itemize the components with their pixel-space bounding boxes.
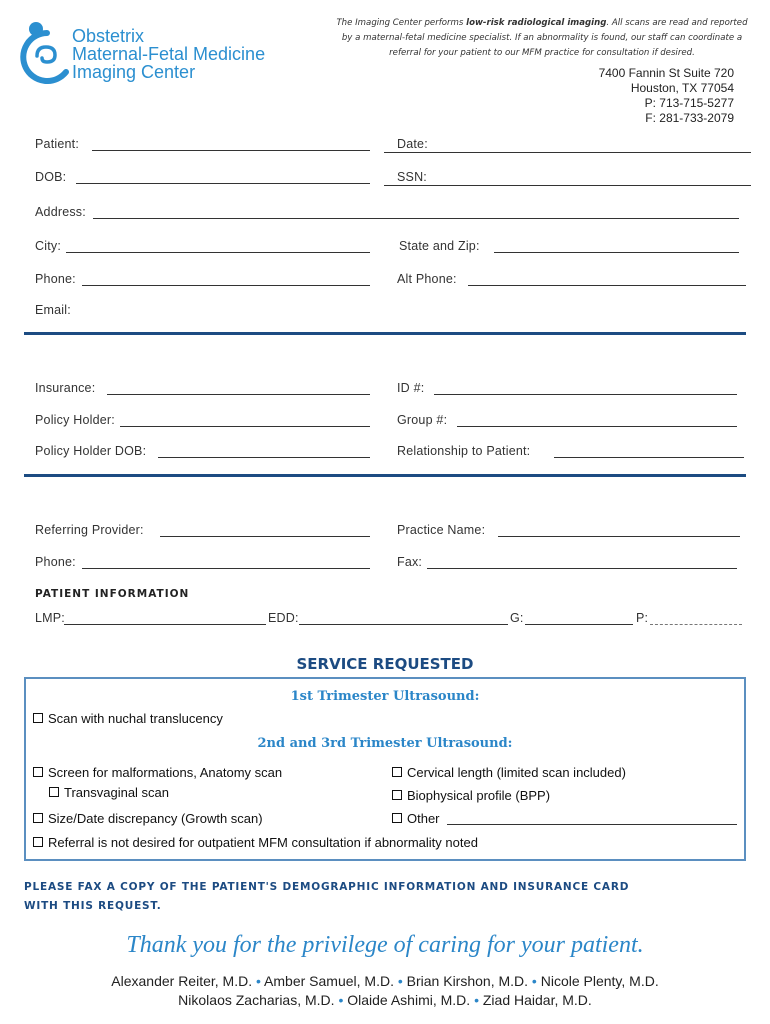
fax-line: PLEASE FAX A COPY OF THE PATIENT'S DEMOGRAPHIC INFORMATION AND INSURANCE CARD: [24, 881, 630, 893]
doctors-row-1: [0, 972, 770, 991]
checkbox-icon: [392, 790, 402, 800]
intro-text: [336, 16, 748, 61]
logo-line: Maternal-Fetal Medicine: [72, 44, 266, 64]
bpp-checkbox[interactable]: [392, 788, 550, 803]
section-divider: [24, 332, 746, 335]
referral-phone-field[interactable]: [82, 568, 370, 569]
doctor-name: Olaide Ashimi, M.D.: [347, 992, 471, 1008]
group-field[interactable]: [457, 426, 737, 427]
first-trimester-heading: 1st Trimester Ultrasound:: [290, 689, 480, 704]
logo-line: Obstetrix: [72, 26, 145, 46]
service-requested-title: SERVICE REQUESTED: [296, 655, 474, 673]
nuchal-checkbox[interactable]: [33, 711, 223, 726]
state-zip-label: State and Zip:: [399, 239, 480, 253]
checkbox-icon: [33, 813, 43, 823]
ssn-field[interactable]: [384, 185, 751, 186]
logo-text: [72, 27, 265, 81]
g-label: G:: [510, 611, 524, 625]
dob-field[interactable]: [76, 183, 370, 184]
city-field[interactable]: [66, 252, 370, 253]
second-third-trimester-heading: 2nd and 3rd Trimester Ultrasound:: [257, 736, 513, 751]
checkbox-label: Screen for malformations, Anatomy scan: [48, 765, 283, 780]
bullet-icon: •: [256, 973, 261, 989]
malformations-checkbox[interactable]: [33, 765, 282, 780]
checkbox-icon: [33, 767, 43, 777]
checkbox-label: Scan with nuchal translucency: [48, 711, 223, 726]
practice-name-field[interactable]: [498, 536, 740, 537]
checkbox-icon: [49, 787, 59, 797]
p-field[interactable]: [650, 624, 742, 625]
referral-not-desired-checkbox[interactable]: [33, 835, 478, 850]
logo-line: Imaging Center: [72, 62, 196, 82]
practice-address: [599, 66, 734, 126]
patient-field[interactable]: [92, 150, 370, 151]
size-date-checkbox[interactable]: [33, 811, 263, 826]
fax-line: WITH THIS REQUEST.: [24, 900, 162, 912]
state-zip-field[interactable]: [494, 252, 739, 253]
edd-label: EDD:: [268, 611, 299, 625]
insurance-label: Insurance:: [35, 381, 96, 395]
intro-prefix: The Imaging Center performs: [336, 18, 467, 28]
other-field[interactable]: [447, 824, 737, 825]
checkbox-icon: [33, 713, 43, 723]
id-label: ID #:: [397, 381, 425, 395]
checkbox-label: Cervical length (limited scan included): [407, 765, 626, 780]
checkbox-label: Biophysical profile (BPP): [407, 788, 551, 803]
transvaginal-checkbox[interactable]: [49, 785, 169, 800]
g-field[interactable]: [525, 624, 633, 625]
bullet-icon: •: [338, 992, 344, 1008]
referral-fax-field[interactable]: [427, 568, 737, 569]
policy-holder-dob-label: Policy Holder DOB:: [35, 444, 147, 458]
checkbox-icon: [33, 837, 43, 847]
policy-holder-label: Policy Holder:: [35, 413, 115, 427]
doctor-name: Nikolaos Zacharias, M.D.: [178, 992, 335, 1008]
phone-label: Phone:: [35, 272, 76, 286]
address-line: 7400 Fannin St Suite 720: [598, 66, 734, 80]
phone-field[interactable]: [82, 285, 370, 286]
policy-holder-dob-field[interactable]: [158, 457, 370, 458]
checkbox-label: Other: [407, 811, 440, 826]
checkbox-label: Size/Date discrepancy (Growth scan): [48, 811, 263, 826]
bullet-icon: •: [531, 973, 537, 989]
checkbox-icon: [392, 813, 402, 823]
relationship-label: Relationship to Patient:: [397, 444, 531, 458]
group-label: Group #:: [397, 413, 448, 427]
email-label: Email:: [35, 303, 71, 317]
bullet-icon: •: [397, 973, 403, 989]
doctors-row-2: [0, 991, 770, 1010]
intro-suffix: . All scans are read and reported by a maternal-fetal medicine specialist. If an abnormality is found, our staff can coordinate a referral for your patient to our MFM practice for consultation if desired.: [341, 18, 748, 58]
city-label: City:: [35, 239, 61, 253]
address-line: Houston, TX 77054: [630, 81, 734, 95]
doctor-name: Nicole Plenty, M.D.: [540, 973, 659, 989]
bullet-icon: •: [474, 992, 479, 1008]
referring-provider-label: Referring Provider:: [35, 523, 144, 537]
patient-information-title: PATIENT INFORMATION: [35, 588, 190, 600]
fax-instructions: [24, 878, 629, 916]
relationship-field[interactable]: [554, 457, 744, 458]
date-field[interactable]: [384, 152, 751, 153]
referral-fax-label: Fax:: [397, 555, 423, 569]
checkbox-icon: [392, 767, 402, 777]
address-field[interactable]: [93, 218, 739, 219]
checkbox-label: Referral is not desired for outpatient MFM consultation if abnormality noted: [48, 835, 478, 850]
id-field[interactable]: [434, 394, 737, 395]
doctor-name: Amber Samuel, M.D.: [264, 973, 394, 989]
ssn-label: SSN:: [397, 170, 427, 184]
practice-name-label: Practice Name:: [397, 523, 486, 537]
address-label: Address:: [35, 205, 86, 219]
other-checkbox[interactable]: [392, 811, 440, 826]
dob-label: DOB:: [35, 170, 67, 184]
logo-icon: [20, 20, 74, 84]
doctor-name: Brian Kirshon, M.D.: [406, 973, 529, 989]
edd-field[interactable]: [299, 624, 508, 625]
policy-holder-field[interactable]: [120, 426, 370, 427]
lmp-label: LMP:: [35, 611, 65, 625]
date-label: Date:: [397, 137, 428, 151]
lmp-field[interactable]: [64, 624, 266, 625]
doctor-name: Alexander Reiter, M.D.: [111, 973, 253, 989]
address-line: P: 713-715-5277: [644, 96, 734, 110]
thank-you-message: Thank you for the privilege of caring for your patient.: [126, 932, 644, 958]
cervical-length-checkbox[interactable]: [392, 765, 626, 780]
insurance-field[interactable]: [107, 394, 370, 395]
patient-label: Patient:: [35, 137, 79, 151]
address-line: F: 281-733-2079: [645, 111, 734, 125]
doctor-name: Ziad Haidar, M.D.: [482, 992, 592, 1008]
intro-bold: low-risk radiological imaging: [466, 18, 607, 28]
section-divider: [24, 474, 746, 477]
referring-provider-field[interactable]: [160, 536, 370, 537]
referral-phone-label: Phone:: [35, 555, 76, 569]
alt-phone-field[interactable]: [468, 285, 746, 286]
p-label: P:: [636, 611, 649, 625]
alt-phone-label: Alt Phone:: [397, 272, 457, 286]
checkbox-label: Transvaginal scan: [64, 785, 170, 800]
